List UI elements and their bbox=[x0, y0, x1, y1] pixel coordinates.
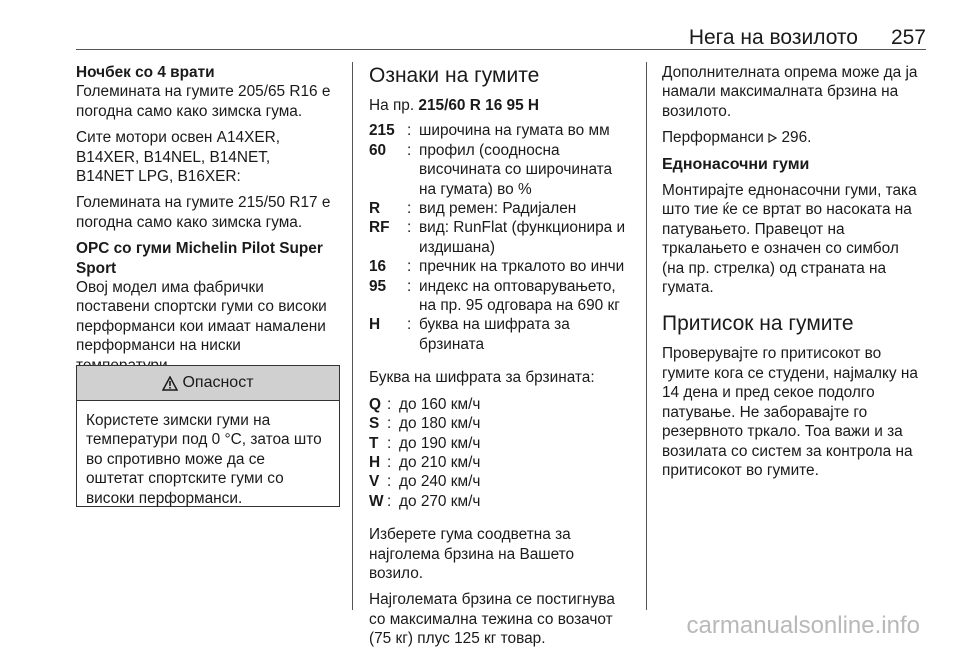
code-key: 215 bbox=[369, 122, 395, 140]
warning-triangle-icon bbox=[162, 376, 178, 391]
separator: : bbox=[407, 258, 412, 276]
tire-code-list bbox=[369, 121, 637, 354]
code-key: RF bbox=[369, 219, 390, 237]
separator: : bbox=[407, 141, 412, 159]
header-rule bbox=[76, 49, 926, 50]
perf-ref: 296. bbox=[781, 129, 812, 147]
example-code: 215/60 R 16 95 H bbox=[418, 97, 540, 114]
header-title: Нега на возилото bbox=[688, 26, 858, 49]
column-1 bbox=[76, 63, 344, 382]
code-value: до 270 км/ч bbox=[399, 492, 481, 510]
page-header bbox=[76, 22, 926, 50]
code-key: R bbox=[369, 200, 381, 218]
code-value: профил (соодносна височината со широчината на гумата) во % bbox=[419, 141, 613, 198]
code-value: пречник на тркалото во инчи bbox=[419, 258, 625, 276]
column-3 bbox=[662, 63, 932, 487]
perf-label: Перформанси bbox=[662, 129, 769, 147]
column-2 bbox=[369, 63, 637, 656]
separator: : bbox=[407, 277, 412, 295]
code-key: W bbox=[369, 492, 384, 510]
code-key: S bbox=[369, 415, 380, 433]
separator: : bbox=[387, 492, 392, 510]
paragraph: Дополнителната опрема може да ја намали максималната брзина на возилото. bbox=[662, 64, 918, 120]
speed-intro: Буква на шифрата за брзината: bbox=[369, 369, 595, 387]
separator: : bbox=[387, 415, 392, 433]
code-key: 95 bbox=[369, 277, 387, 295]
code-value: до 190 км/ч bbox=[399, 434, 481, 452]
separator: : bbox=[387, 453, 392, 471]
column-divider-2 bbox=[646, 62, 647, 610]
paragraph: Изберете гума соодветна за најголема брзина на Вашето возило. bbox=[369, 526, 575, 582]
watermark: carmanualsonline.info bbox=[686, 612, 920, 639]
column-divider-1 bbox=[352, 62, 353, 610]
code-key: H bbox=[369, 453, 381, 471]
code-value: широчина на гумата во мм bbox=[419, 122, 610, 140]
code-key: 16 bbox=[369, 258, 387, 276]
warning-header bbox=[77, 366, 339, 401]
section-heading: Ночбек со 4 врати bbox=[76, 64, 215, 81]
page-reference-arrow-icon bbox=[768, 133, 777, 143]
section-heading: Притисок на гумите bbox=[662, 312, 854, 336]
section-heading: Ознаки на гумите bbox=[369, 64, 540, 87]
paragraph: Монтирајте еднонасочни гуми, така што тие ќе се вртат во насоката на патувањето. Правецот на тркалањето е означен со симбол (на пр. стрелка) од страната на гумата. bbox=[662, 182, 917, 297]
performance-reference bbox=[662, 128, 932, 147]
warning-title: Опасност bbox=[182, 374, 254, 391]
code-key: H bbox=[369, 316, 381, 334]
code-value: до 210 км/ч bbox=[399, 453, 481, 471]
code-value: индекс на оптоварувањето, на пр. 95 одговара на 690 кг bbox=[419, 277, 620, 315]
code-key: 60 bbox=[369, 141, 387, 159]
warning-box bbox=[76, 365, 340, 507]
paragraph: Големината на гумите 215/50 R17 е погодна само како зимска гума. bbox=[76, 194, 331, 231]
code-value: до 180 км/ч bbox=[399, 415, 481, 433]
paragraph: Најголемата брзина се постигнува со максимална тежина со возачот (75 кг) плус 125 кг товар. bbox=[369, 591, 615, 648]
code-value: буква на шифрата за брзината bbox=[419, 316, 570, 353]
code-value: до 240 км/ч bbox=[399, 473, 481, 491]
page-number: 257 bbox=[890, 26, 926, 49]
code-value: до 160 км/ч bbox=[399, 395, 481, 413]
code-value: вид: RunFlat (функционира и издишана) bbox=[419, 219, 626, 256]
separator: : bbox=[387, 395, 392, 413]
speed-code-list bbox=[369, 395, 637, 511]
warning-body: Користете зимски гуми на температури под 0 °C, затоа што во спротивно може да се оштетат спортските гуми со високи перформанси. bbox=[86, 412, 322, 507]
separator: : bbox=[407, 316, 412, 334]
paragraph: Проверувајте го притисокот во гумите кога се студени, најмалку на 14 дена и пред секое подолго патување. Не заборавајте го резервното тркало. Тоа важи и за возилата со систем за контрола на притисокот во гумите. bbox=[662, 345, 918, 479]
code-key: T bbox=[369, 434, 379, 452]
separator: : bbox=[407, 122, 412, 140]
paragraph: Овој модел има фабрички поставени спортски гуми со високи перформанси кои имаат намалени перформанси на ниски bbox=[76, 279, 327, 355]
example-line bbox=[369, 96, 637, 115]
code-value: вид ремен: Радијален bbox=[419, 200, 577, 218]
paragraph: Големината на гумите 205/65 R16 е погодна само како зимска гума. bbox=[76, 83, 331, 120]
section-heading: OPC со гуми Michelin Pilot Super Sport bbox=[76, 240, 323, 277]
example-prefix: На пр. bbox=[369, 97, 419, 114]
separator: : bbox=[387, 434, 392, 452]
separator: : bbox=[407, 200, 412, 218]
paragraph: Сите мотори освен A14XER, B14XER, B14NEL, B14NET, B14NET LPG, B16XER: bbox=[76, 129, 280, 186]
code-key: Q bbox=[369, 395, 381, 413]
code-key: V bbox=[369, 473, 380, 491]
separator: : bbox=[387, 473, 392, 491]
separator: : bbox=[407, 219, 412, 237]
section-heading: Еднонасочни гуми bbox=[662, 155, 810, 173]
